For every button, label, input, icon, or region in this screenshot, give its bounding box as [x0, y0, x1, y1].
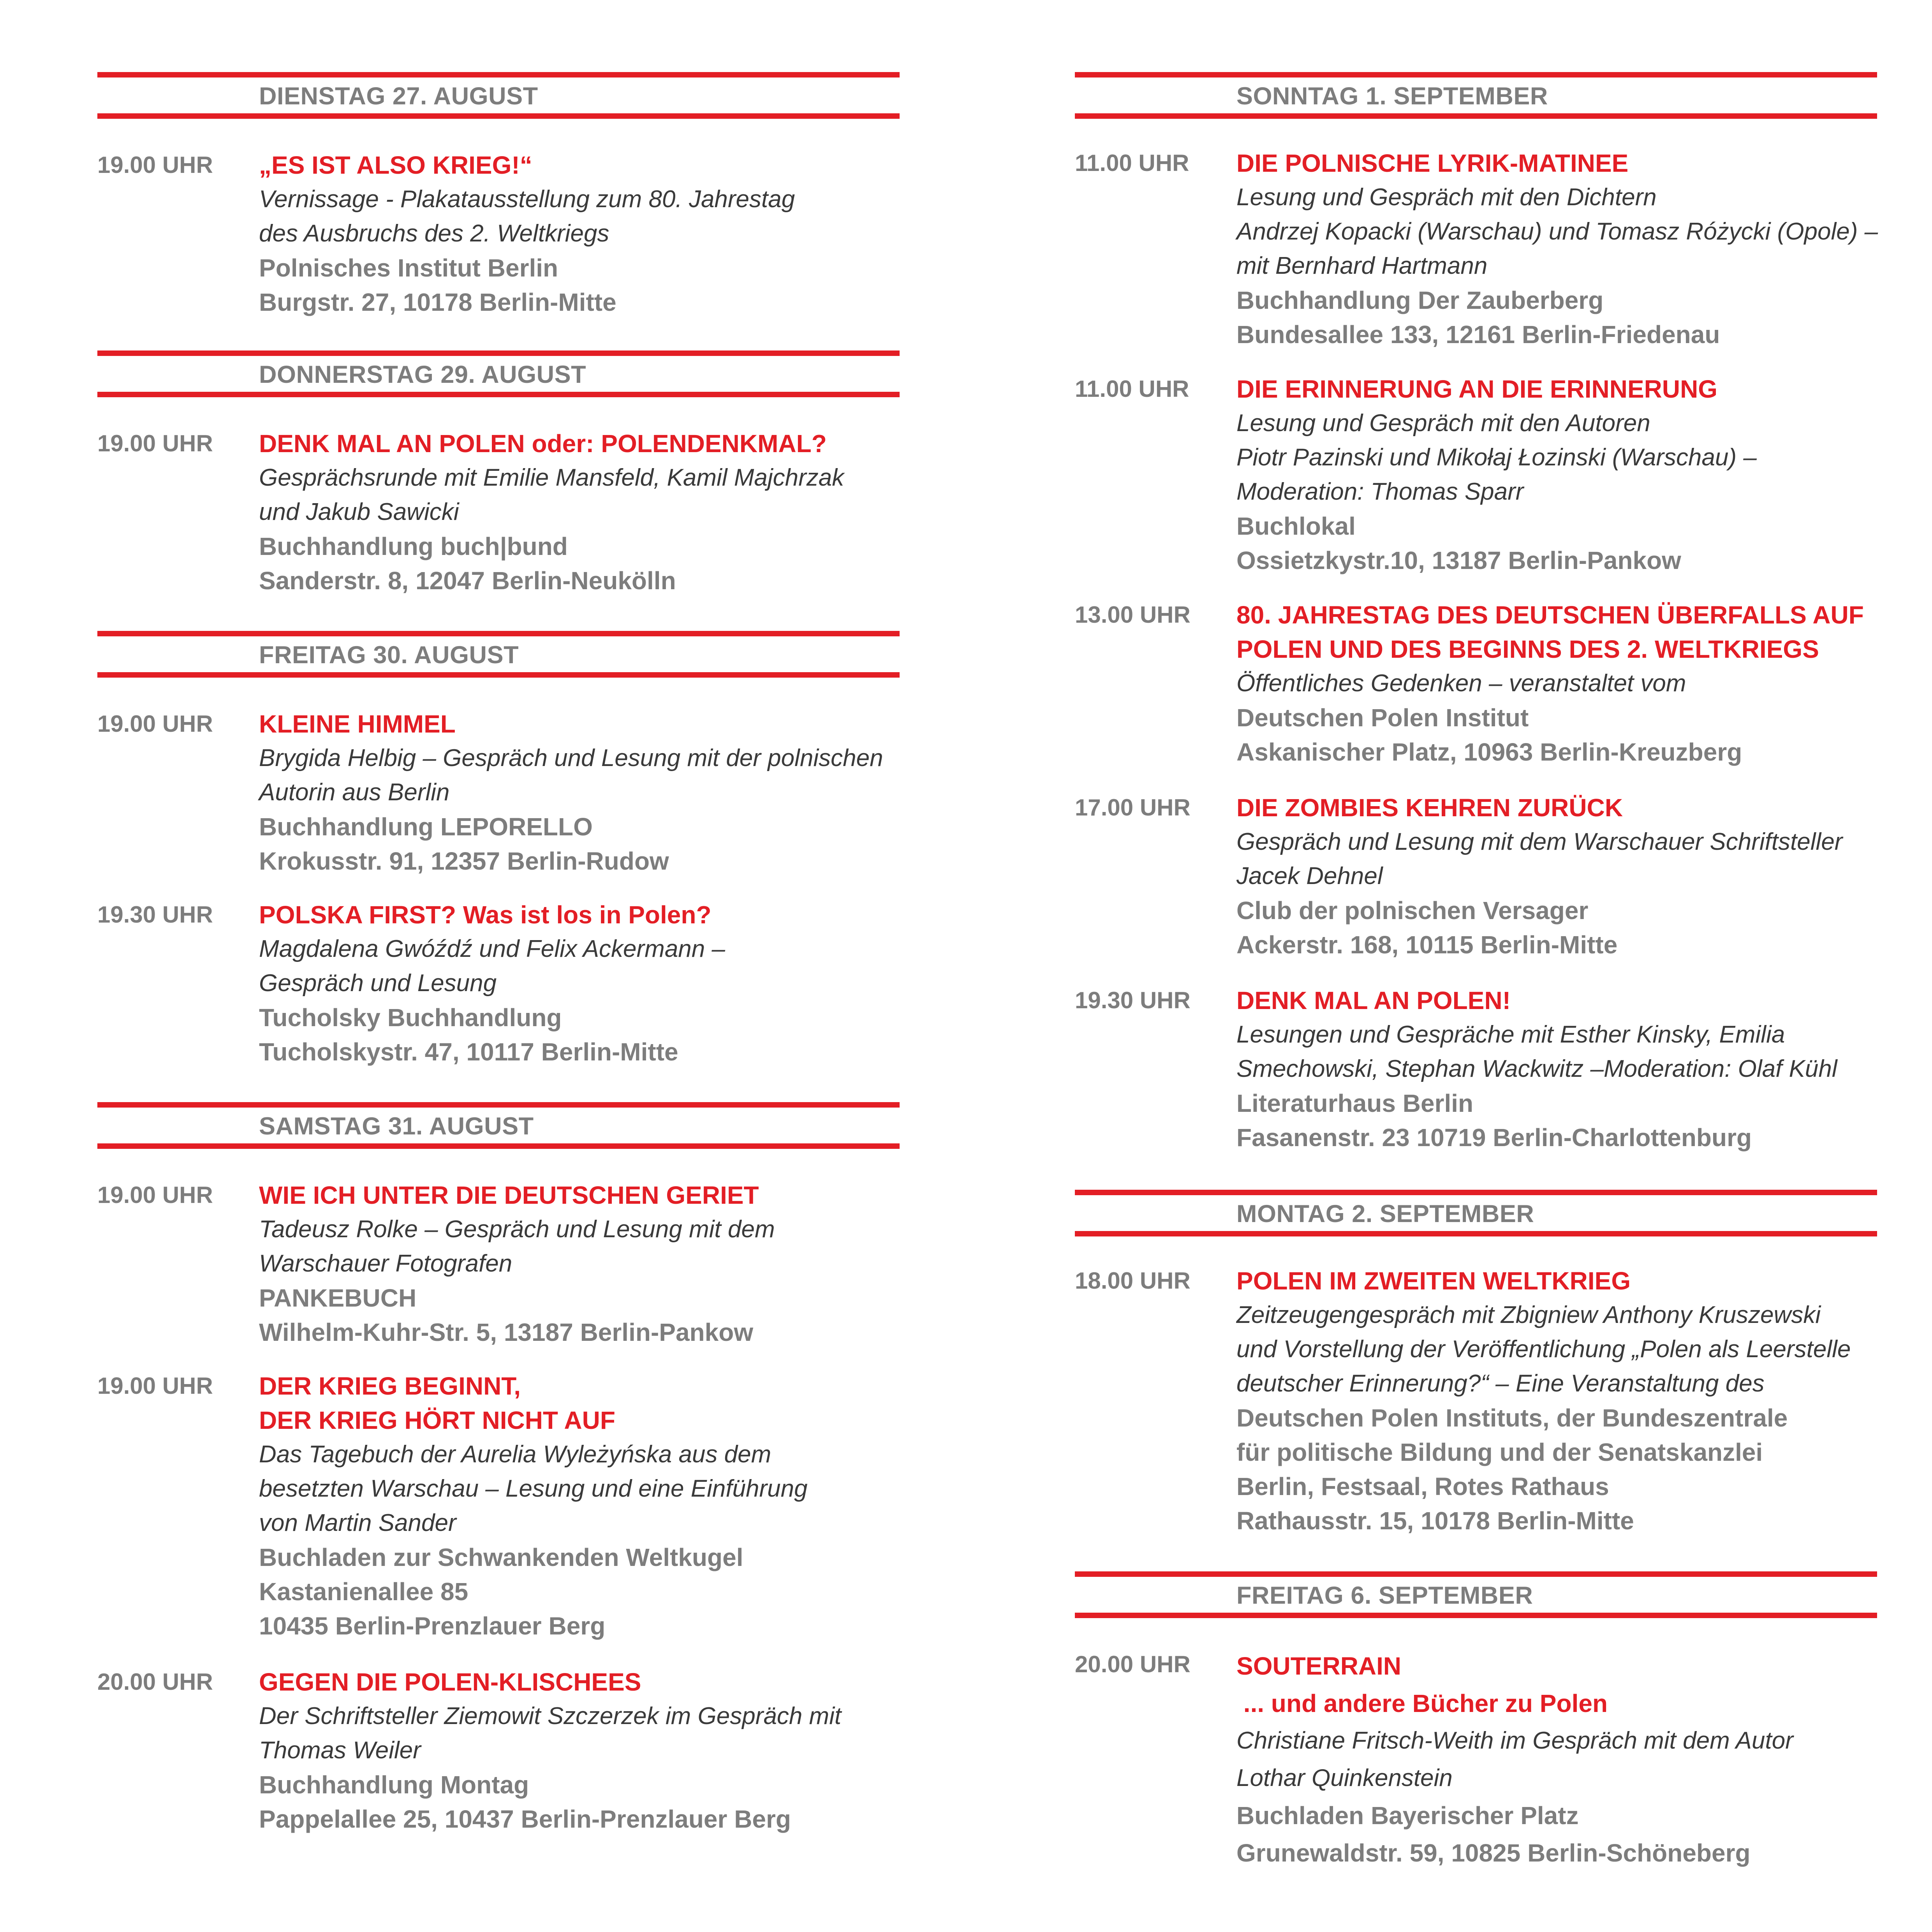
- event-title: KLEINE HIMMEL: [259, 710, 456, 738]
- event-venue: Buchhandlung Montag Pappelallee 25, 10437 Berlin-Prenzlauer Berg: [259, 1771, 791, 1833]
- event-title: POLEN IM ZWEITEN WELTKRIEG: [1236, 1267, 1631, 1295]
- event-venue: Polnisches Institut Berlin Burgstr. 27, 10178 Berlin-Mitte: [259, 254, 616, 316]
- red-rule: [1075, 72, 1877, 77]
- red-rule: [97, 113, 900, 119]
- event-title: DIE ERINNERUNG AN DIE ERINNERUNG: [1236, 375, 1718, 403]
- event-description: Lesungen und Gespräche mit Esther Kinsky, Emilia Smechowski, Stephan Wackwitz –Moderation: Olaf Kühl: [1236, 1021, 1837, 1082]
- event-title: SOUTERRAIN ... und andere Bücher zu Polen: [1236, 1652, 1608, 1717]
- red-rule: [97, 1102, 900, 1108]
- event-description: Magdalena Gwóźdź und Felix Ackermann – Gespräch und Lesung: [259, 935, 725, 997]
- day-label: MONTAG 2. SEPTEMBER: [1236, 1200, 1534, 1228]
- event-title: DIE POLNISCHE LYRIK-MATINEE: [1236, 149, 1629, 177]
- event-venue: PANKEBUCH Wilhelm-Kuhr-Str. 5, 13187 Berlin-Pankow: [259, 1284, 754, 1346]
- event-time: 19.30 UHR: [1075, 987, 1191, 1013]
- event-title: WIE ICH UNTER DIE DEUTSCHEN GERIET: [259, 1181, 759, 1209]
- red-rule: [1075, 1613, 1877, 1618]
- event-venue: Deutschen Polen Instituts, der Bundeszentrale für politische Bildung und der Senatskanzlei Berlin, Festsaal, Rotes Rathaus Rathausstr. 15, 10178 Berlin-Mitte: [1236, 1404, 1788, 1535]
- event-description: Lesung und Gespräch mit den Autoren Piotr Pazinski und Mikołaj Łozinski (Warschau) – Moderation: Thomas Sparr: [1236, 410, 1757, 505]
- day-header: [97, 631, 900, 678]
- event-venue: Buchladen zur Schwankenden Weltkugel Kastanienallee 85 10435 Berlin-Prenzlauer Berg: [259, 1543, 743, 1640]
- event-title: DER KRIEG BEGINNT, DER KRIEG HÖRT NICHT AUF: [259, 1372, 615, 1434]
- event-description: Zeitzeugengespräch mit Zbigniew Anthony Kruszewski und Vorstellung der Veröffentlichung „Polen als Leerstelle deutscher Erinnerung?“ – Eine Veranstaltung des: [1236, 1302, 1851, 1397]
- event-time: 18.00 UHR: [1075, 1268, 1191, 1294]
- event-description: Der Schriftsteller Ziemowit Szczerzek im Gespräch mit Thomas Weiler: [259, 1703, 842, 1764]
- event-time: 19.00 UHR: [97, 1182, 213, 1208]
- event-time: 13.00 UHR: [1075, 602, 1191, 628]
- event-title: POLSKA FIRST? Was ist los in Polen?: [259, 901, 712, 929]
- event-venue: Literaturhaus Berlin Fasanenstr. 23 10719 Berlin-Charlottenburg: [1236, 1089, 1752, 1152]
- day-label: DONNERSTAG 29. AUGUST: [259, 361, 586, 388]
- red-rule: [97, 672, 900, 678]
- event-time: 19.00 UHR: [97, 152, 213, 178]
- event-time: 11.00 UHR: [1075, 150, 1189, 176]
- day-label: FREITAG 30. AUGUST: [259, 641, 519, 669]
- day-label: FREITAG 6. SEPTEMBER: [1236, 1582, 1533, 1609]
- day-header: [97, 72, 900, 119]
- event-title: GEGEN DIE POLEN-KLISCHEES: [259, 1668, 641, 1696]
- day-label: SAMSTAG 31. AUGUST: [259, 1113, 534, 1140]
- event-venue: Tucholsky Buchhandlung Tucholskystr. 47, 10117 Berlin-Mitte: [259, 1004, 678, 1066]
- event-venue: Buchhandlung Der Zauberberg Bundesallee 133, 12161 Berlin-Friedenau: [1236, 286, 1720, 349]
- day-header: [1075, 72, 1877, 119]
- red-rule: [1075, 113, 1877, 119]
- event-title: DIE ZOMBIES KEHREN ZURÜCK: [1236, 794, 1623, 822]
- red-rule: [1075, 1231, 1877, 1236]
- event-venue: Deutschen Polen Institut Askanischer Platz, 10963 Berlin-Kreuzberg: [1236, 704, 1742, 766]
- red-rule: [97, 392, 900, 397]
- event-description: Christiane Fritsch-Weith im Gespräch mit dem Autor Lothar Quinkenstein: [1236, 1727, 1793, 1791]
- event-description: Lesung und Gespräch mit den Dichtern Andrzej Kopacki (Warschau) und Tomasz Różycki (Opole) – mit Bernhard Hartmann: [1236, 184, 1878, 279]
- day-label: SONNTAG 1. SEPTEMBER: [1236, 83, 1548, 110]
- red-rule: [97, 72, 900, 77]
- event-description: Tadeusz Rolke – Gespräch und Lesung mit dem Warschauer Fotografen: [259, 1216, 775, 1277]
- red-rule: [1075, 1190, 1877, 1195]
- event-time: 20.00 UHR: [97, 1669, 213, 1695]
- event-time: 17.00 UHR: [1075, 794, 1191, 821]
- day-label: DIENSTAG 27. AUGUST: [259, 83, 538, 110]
- day-header: [1075, 1190, 1877, 1236]
- event-description: Öffentliches Gedenken – veranstaltet vom: [1236, 670, 1686, 697]
- event-description: Brygida Helbig – Gespräch und Lesung mit der polnischen Autorin aus Berlin: [259, 745, 883, 806]
- red-rule: [97, 1143, 900, 1149]
- red-rule: [97, 631, 900, 636]
- event-title: „ES IST ALSO KRIEG!“: [259, 151, 532, 179]
- event-time: 11.00 UHR: [1075, 376, 1189, 402]
- day-header: [1075, 1571, 1877, 1618]
- red-rule: [1075, 1571, 1877, 1577]
- event-time: 19.00 UHR: [97, 711, 213, 737]
- event-description: Gespräch und Lesung mit dem Warschauer Schriftsteller Jacek Dehnel: [1236, 828, 1843, 889]
- day-header: [97, 350, 900, 397]
- event-time: 19.00 UHR: [97, 430, 213, 456]
- event-description: Vernissage - Plakatausstellung zum 80. Jahrestag des Ausbruchs des 2. Weltkriegs: [259, 186, 795, 247]
- day-header: [97, 1102, 900, 1149]
- event-venue: Buchlokal Ossietzkystr.10, 13187 Berlin-Pankow: [1236, 512, 1681, 574]
- red-rule: [97, 350, 900, 356]
- event-time: 19.00 UHR: [97, 1373, 213, 1399]
- event-title: 80. JAHRESTAG DES DEUTSCHEN ÜBERFALLS AUF POLEN UND DES BEGINNS DES 2. WELTKRIEGS: [1236, 601, 1864, 663]
- event-venue: Club der polnischen Versager Ackerstr. 168, 10115 Berlin-Mitte: [1236, 896, 1618, 959]
- event-title: DENK MAL AN POLEN oder: POLENDENKMAL?: [259, 430, 827, 458]
- event-venue: Buchhandlung buch|bund Sanderstr. 8, 12047 Berlin-Neukölln: [259, 532, 676, 595]
- event-description: Das Tagebuch der Aurelia Wyleżyńska aus dem besetzten Warschau – Lesung und eine Einführung von Martin Sander: [259, 1441, 808, 1536]
- event-time: 20.00 UHR: [1075, 1651, 1191, 1677]
- event-venue: Buchhandlung LEPORELLO Krokusstr. 91, 12357 Berlin-Rudow: [259, 813, 669, 875]
- event-time: 19.30 UHR: [97, 902, 213, 928]
- event-title: DENK MAL AN POLEN!: [1236, 986, 1511, 1014]
- event-venue: Buchladen Bayerischer Platz Grunewaldstr. 59, 10825 Berlin-Schöneberg: [1236, 1802, 1751, 1867]
- event-description: Gesprächsrunde mit Emilie Mansfeld, Kamil Majchrzak und Jakub Sawicki: [259, 464, 844, 525]
